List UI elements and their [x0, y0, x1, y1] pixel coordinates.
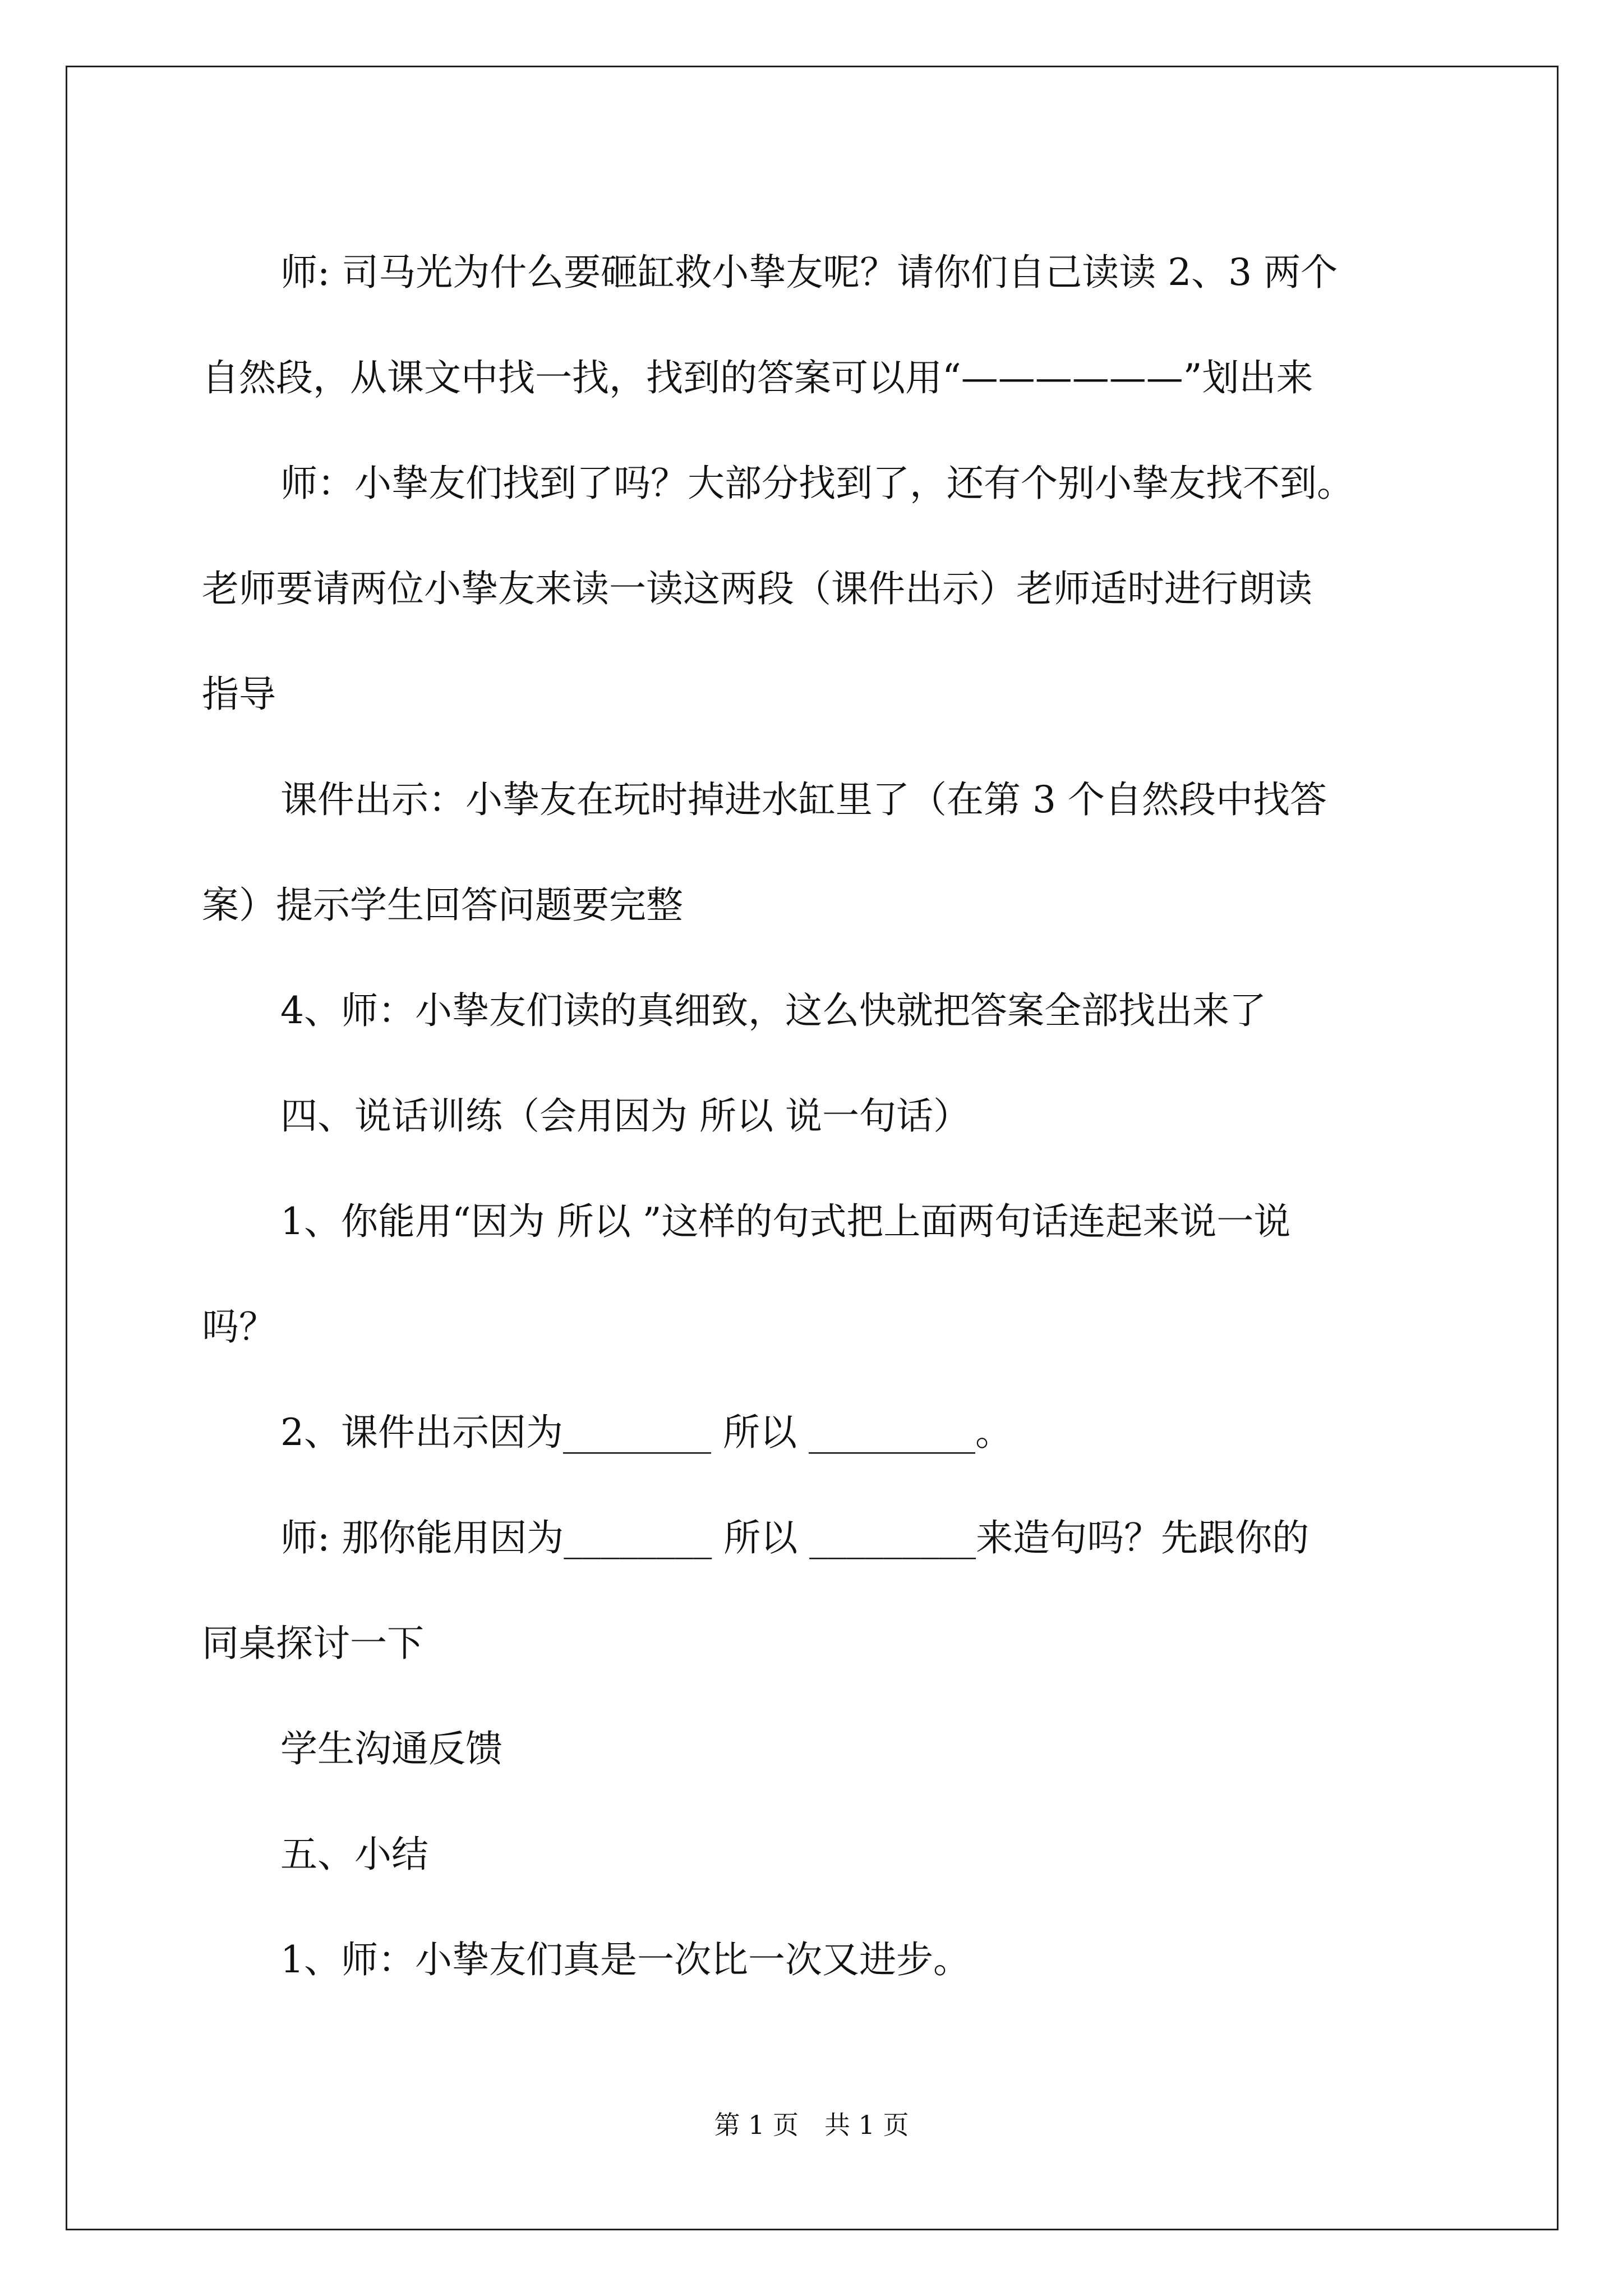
paragraph-line: 老师要请两位小挚友来读一读这两段（课件出示）老师适时进行朗读	[202, 567, 1312, 610]
paragraph-line: 课件出示：小挚友在玩时掉进水缸里了（在第 3 个自然段中找答	[280, 778, 1327, 821]
page-number-footer: 第 1 页 共 1 页	[714, 2110, 909, 2140]
document-body	[202, 220, 1436, 2013]
section-heading: 五、小结	[280, 1833, 428, 1876]
paragraph-line: 4、师：小挚友们读的真细致，这么快就把答案全部找出来了	[280, 989, 1266, 1032]
paragraph-line: 师: 那你能用因为________ 所以 _________来造句吗？先跟你的	[280, 1516, 1310, 1559]
paragraph-line: 师: 司马光为什么要砸缸救小挚友呢？请你们自己读读 2、3 两个	[280, 251, 1338, 294]
paragraph-line: 吗？	[202, 1305, 276, 1349]
paragraph-line: 2、课件出示因为________ 所以 _________。	[280, 1411, 1012, 1454]
paragraph-line: 同桌探讨一下	[202, 1622, 424, 1665]
paragraph-line: 自然段，从课文中找一找，找到的答案可以用“——————”划出来	[202, 356, 1313, 399]
section-heading: 四、说话训练（会用因为 所以 说一句话）	[280, 1094, 970, 1138]
paragraph-line: 学生沟通反馈	[280, 1727, 502, 1770]
paragraph-line: 师：小挚友们找到了吗？大部分找到了，还有个别小挚友找不到。	[280, 462, 1354, 505]
paragraph-line: 案）提示学生回答问题要完整	[202, 884, 683, 927]
paragraph-line: 指导	[202, 673, 276, 716]
paragraph-line: 1、你能用“因为 所以 ”这样的句式把上面两句话连起来说一说	[280, 1200, 1291, 1243]
paragraph-line: 1、师：小挚友们真是一次比一次又进步。	[280, 1938, 970, 1981]
